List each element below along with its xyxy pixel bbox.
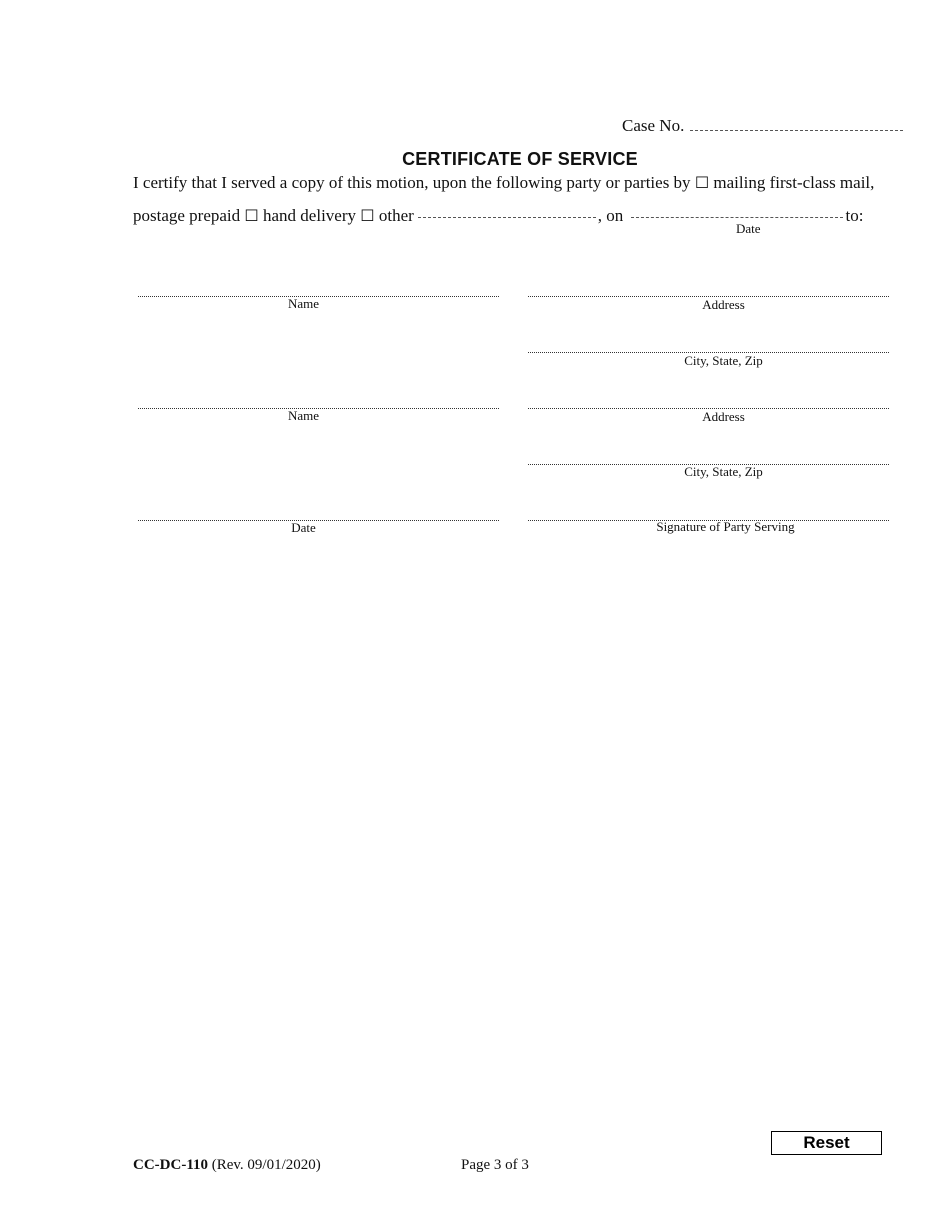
service-date-field[interactable] — [631, 217, 843, 218]
page-number: Page 3 of 3 — [461, 1157, 529, 1173]
address-label-2: Address — [702, 409, 745, 424]
city-state-zip-label-1: City, State, Zip — [684, 353, 763, 368]
certification-statement: I certify that I served a copy of this motion, upon the following party or parties by — [133, 173, 691, 192]
address-label-1: Address — [702, 297, 745, 312]
hand-delivery-label: hand delivery — [263, 206, 356, 225]
signature-label: Signature of Party Serving — [656, 519, 795, 534]
city-state-zip-label-2: City, State, Zip — [684, 464, 763, 479]
signature-date-label: Date — [291, 520, 316, 535]
other-label: other — [378, 206, 414, 225]
hand-delivery-checkbox[interactable]: ☐ — [244, 206, 259, 225]
mailing-option-label: mailing first-class mail, — [713, 173, 875, 192]
service-date-caption: Date — [736, 221, 761, 236]
case-number-label: Case No. — [622, 116, 685, 135]
page-title: CERTIFICATE OF SERVICE — [402, 149, 638, 169]
on-label: , on — [597, 206, 624, 225]
reset-button[interactable]: Reset — [771, 1131, 882, 1155]
form-revision: (Rev. 09/01/2020) — [211, 1157, 321, 1173]
postage-prepaid-label: postage prepaid — [133, 206, 241, 225]
name-label-2: Name — [287, 408, 320, 423]
form-identifier — [133, 1157, 321, 1174]
mailing-checkbox[interactable]: ☐ — [694, 173, 710, 192]
name-label-1: Name — [287, 296, 320, 311]
form-code: CC-DC-110 — [133, 1157, 208, 1173]
case-number-field[interactable] — [690, 130, 903, 131]
other-method-field[interactable] — [418, 217, 596, 218]
certification-line-1 — [133, 173, 874, 193]
other-checkbox[interactable]: ☐ — [360, 206, 375, 225]
to-label: to: — [845, 206, 864, 225]
